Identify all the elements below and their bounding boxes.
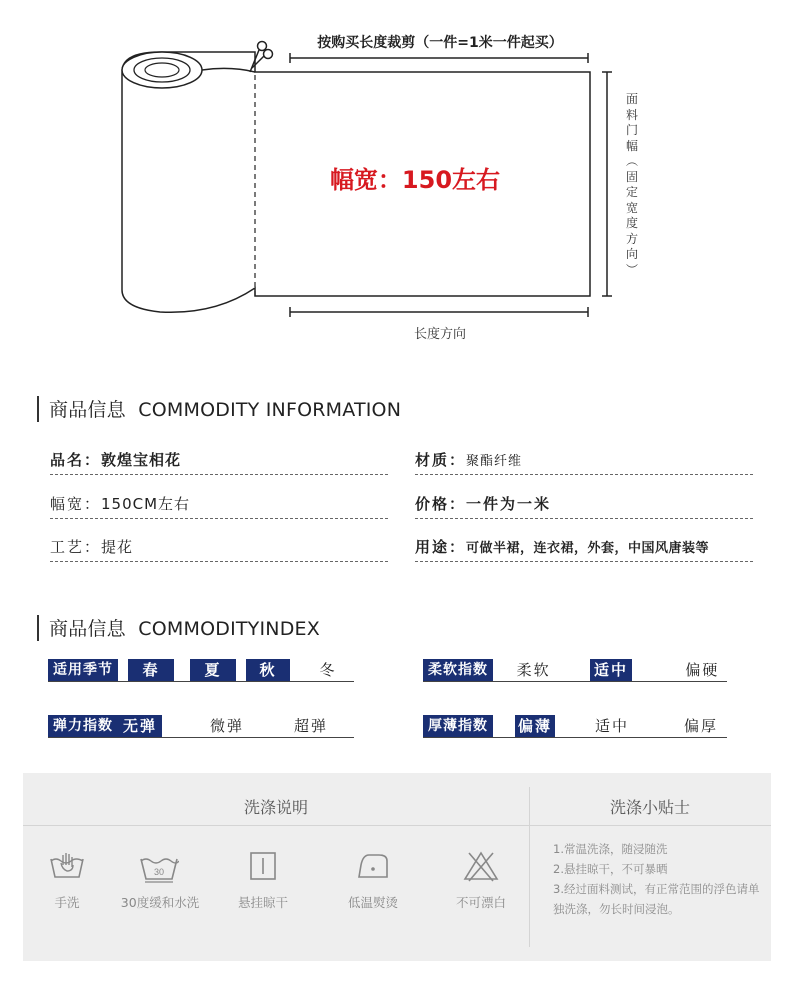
info-section-title: 商品信息 COMMODITY INFORMATION	[49, 399, 402, 421]
index-section-header	[37, 614, 320, 641]
wash-title: 洗涤说明	[243, 798, 308, 817]
thickness-option-medium: 适中	[594, 716, 629, 735]
wash-tip: 2.悬挂晾干，不可暴晒	[553, 862, 668, 876]
hang-dry-icon	[243, 851, 283, 883]
low-iron-icon	[353, 851, 393, 883]
season-index-row	[48, 658, 354, 682]
info-label: 工艺：	[50, 538, 102, 556]
fabric-roll-diagram	[0, 0, 790, 360]
header-bar	[37, 396, 39, 422]
season-option-summer: 夏	[190, 659, 236, 681]
wash-30-caption: 30度缓和水洗	[120, 895, 200, 910]
softness-index-row	[423, 658, 727, 682]
info-value: 提花	[101, 538, 134, 556]
header-bar	[37, 615, 39, 641]
no-bleach-caption: 不可漂白	[455, 895, 506, 910]
thickness-option-thin: 偏薄	[515, 715, 555, 737]
softness-option-soft: 柔软	[516, 660, 551, 679]
thickness-option-thick: 偏厚	[683, 716, 718, 735]
hand-wash-icon	[47, 851, 87, 883]
fabric-width-vertical-label: 面 料 门 幅 ︵ 固 定 宽 度 方 向 ︶	[625, 92, 638, 277]
wash-tip: 1.常温洗涤，随浸随洗	[553, 842, 668, 856]
panel-divider	[23, 825, 771, 826]
wash-tip: 3.经过面料测试，有正常范围的浮色请单独洗涤，勿长时间浸泡。	[553, 882, 760, 916]
info-label: 品名：	[50, 451, 102, 469]
info-width-row	[50, 489, 388, 519]
elastic-tag: 弹力指数	[48, 715, 118, 737]
info-name-row	[50, 445, 388, 475]
season-option-autumn: 秋	[246, 659, 290, 681]
softness-option-medium: 适中	[590, 659, 631, 681]
season-option-winter: 冬	[319, 660, 337, 679]
info-value: 敦煌宝相花	[101, 451, 182, 469]
thickness-index-row	[423, 714, 727, 738]
width-label: 幅宽：150左右	[329, 166, 501, 194]
info-label: 价格：	[415, 495, 467, 513]
no-bleach-icon	[461, 851, 501, 883]
cut-length-label: 按购买长度裁剪（一件=1米一件起买）	[317, 35, 563, 51]
elastic-option-none: 无弹	[118, 715, 162, 737]
low-iron-caption: 低温熨烫	[347, 895, 398, 910]
info-usage-row	[415, 532, 753, 562]
info-price-row	[415, 489, 753, 519]
thickness-tag: 厚薄指数	[423, 715, 493, 737]
season-option-spring: 春	[128, 659, 174, 681]
info-label: 幅宽：	[50, 495, 102, 513]
season-tag: 适用季节	[48, 659, 118, 681]
index-section-title: 商品信息 COMMODITYINDEX	[49, 618, 320, 640]
softness-option-hard: 偏硬	[685, 660, 720, 679]
info-section-header	[37, 395, 401, 422]
info-value: 可做半裙，连衣裙，外套，中国风唐装等	[466, 541, 710, 556]
length-direction-label: 长度方向	[413, 327, 466, 342]
info-label: 材质：	[415, 451, 467, 469]
info-label: 用途：	[415, 538, 467, 556]
elastic-option-super: 超弹	[293, 716, 328, 735]
elastic-option-slight: 微弹	[209, 716, 244, 735]
info-craft-row	[50, 532, 388, 562]
info-value: 一件为一米	[466, 495, 552, 513]
info-value: 150CM左右	[101, 495, 191, 513]
elastic-index-row	[48, 714, 354, 738]
info-value: 聚酯纤维	[466, 454, 523, 469]
hang-dry-caption: 悬挂晾干	[237, 895, 288, 910]
washing-instructions-panel	[23, 773, 771, 961]
softness-tag: 柔软指数	[423, 659, 493, 681]
info-material-row	[415, 445, 753, 475]
wash-tips-list	[553, 839, 768, 919]
wash-tips-title: 洗涤小贴士	[609, 798, 690, 817]
hand-wash-caption: 手洗	[54, 895, 80, 910]
svg-text:30: 30	[153, 867, 165, 877]
wash-30-icon	[139, 851, 179, 883]
